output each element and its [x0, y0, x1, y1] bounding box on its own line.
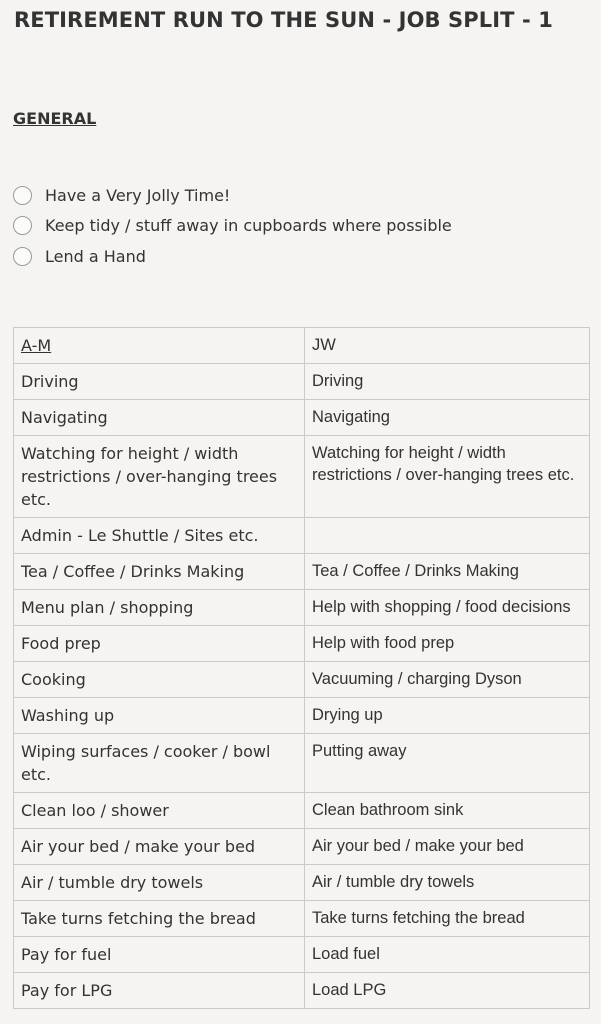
table-header-cell-am[interactable]: A-M: [14, 328, 305, 364]
table-row: [14, 793, 590, 829]
page-title: RETIREMENT RUN TO THE SUN - JOB SPLIT - 1: [14, 8, 553, 32]
table-header-cell-jw[interactable]: JW: [305, 328, 590, 364]
table-cell-am[interactable]: Air / tumble dry towels: [14, 865, 305, 901]
checklist-item: [13, 211, 452, 242]
table-cell-jw[interactable]: Air / tumble dry towels: [305, 865, 590, 901]
checkbox-circle-icon[interactable]: [13, 186, 32, 205]
table-cell-am[interactable]: Food prep: [14, 626, 305, 662]
table-cell-am[interactable]: Pay for fuel: [14, 937, 305, 973]
table-row: [14, 554, 590, 590]
checkbox-circle-icon[interactable]: [13, 216, 32, 235]
table-row: [14, 698, 590, 734]
table-row: [14, 937, 590, 973]
table-cell-jw[interactable]: Putting away: [305, 734, 590, 793]
table-row: [14, 400, 590, 436]
job-split-table: [13, 327, 590, 1009]
table-cell-am[interactable]: Pay for LPG: [14, 973, 305, 1009]
table-row: [14, 829, 590, 865]
table-row: [14, 734, 590, 793]
table-row: [14, 436, 590, 518]
table-cell-jw[interactable]: Load LPG: [305, 973, 590, 1009]
table-row: [14, 518, 590, 554]
table-cell-jw[interactable]: Drying up: [305, 698, 590, 734]
table-cell-jw[interactable]: Watching for height / width restrictions / over-hanging trees etc.: [305, 436, 590, 518]
table-row: [14, 590, 590, 626]
table-row: [14, 662, 590, 698]
table-cell-am[interactable]: Take turns fetching the bread: [14, 901, 305, 937]
checklist-item-label: Lend a Hand: [45, 246, 146, 266]
table-row: [14, 865, 590, 901]
table-cell-jw[interactable]: Take turns fetching the bread: [305, 901, 590, 937]
table-row: [14, 626, 590, 662]
table-cell-jw[interactable]: Navigating: [305, 400, 590, 436]
checkbox-circle-icon[interactable]: [13, 247, 32, 266]
section-heading-general: GENERAL: [13, 109, 97, 128]
table-cell-am[interactable]: Washing up: [14, 698, 305, 734]
table-row: [14, 973, 590, 1009]
table-cell-jw[interactable]: Help with food prep: [305, 626, 590, 662]
table-cell-jw[interactable]: Air your bed / make your bed: [305, 829, 590, 865]
table-cell-am[interactable]: Clean loo / shower: [14, 793, 305, 829]
table-cell-am[interactable]: Driving: [14, 364, 305, 400]
checklist-item: [13, 241, 452, 272]
checklist-item: [13, 180, 452, 211]
table-cell-jw[interactable]: Clean bathroom sink: [305, 793, 590, 829]
table-cell-jw[interactable]: Driving: [305, 364, 590, 400]
checklist-item-label: Keep tidy / stuff away in cupboards where possible: [45, 216, 452, 236]
table-cell-jw[interactable]: Tea / Coffee / Drinks Making: [305, 554, 590, 590]
table-cell-am[interactable]: Admin - Le Shuttle / Sites etc.: [14, 518, 305, 554]
table-cell-am[interactable]: Navigating: [14, 400, 305, 436]
table-row: [14, 364, 590, 400]
general-checklist: [13, 180, 452, 272]
table-header-row: [14, 328, 590, 364]
table-cell-jw[interactable]: [305, 518, 590, 554]
checklist-item-label: Have a Very Jolly Time!: [45, 185, 231, 205]
table-cell-am[interactable]: Wiping surfaces / cooker / bowl etc.: [14, 734, 305, 793]
table-row: [14, 901, 590, 937]
table-cell-jw[interactable]: Help with shopping / food decisions: [305, 590, 590, 626]
table-cell-am[interactable]: Watching for height / width restrictions / over-hanging trees etc.: [14, 436, 305, 518]
table-cell-am[interactable]: Tea / Coffee / Drinks Making: [14, 554, 305, 590]
table-cell-am[interactable]: Air your bed / make your bed: [14, 829, 305, 865]
table-cell-jw[interactable]: Load fuel: [305, 937, 590, 973]
table-cell-am[interactable]: Menu plan / shopping: [14, 590, 305, 626]
table-cell-am[interactable]: Cooking: [14, 662, 305, 698]
table-cell-jw[interactable]: Vacuuming / charging Dyson: [305, 662, 590, 698]
